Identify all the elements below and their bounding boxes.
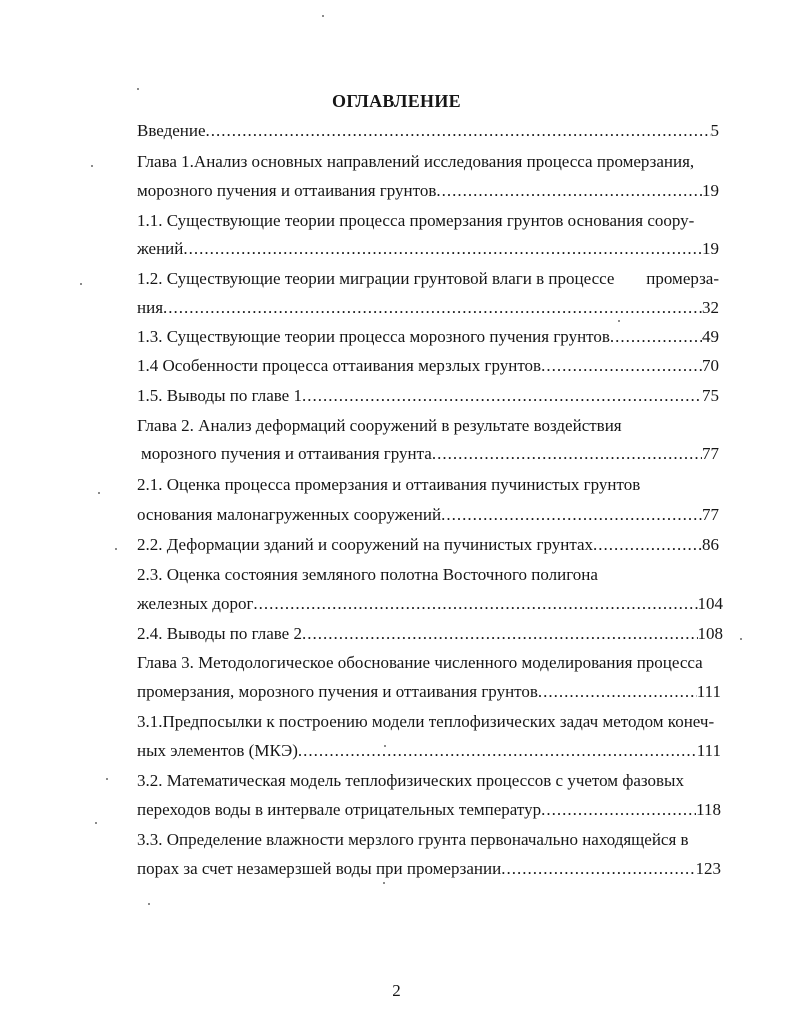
- scan-speck: [384, 745, 386, 747]
- toc-entry: [137, 711, 741, 733]
- toc-entry-text: морозного пучения и оттаивания грунта: [141, 444, 432, 463]
- toc-entry-text: 1.4 Особенности процесса оттаивания мерзлых грунтов: [137, 356, 542, 375]
- scan-speck: [383, 882, 385, 884]
- toc-entry: [137, 593, 723, 615]
- toc-entry-page: 19: [702, 239, 719, 258]
- leader-dots: [206, 120, 711, 142]
- scan-speck: [80, 283, 82, 285]
- toc-entry: [137, 740, 721, 762]
- scan-speck: [322, 15, 324, 17]
- toc-entry-text: 3.1.Предпосылки к построению модели теплофизических задач методом конеч-: [137, 712, 715, 731]
- leader-dots: [183, 238, 702, 260]
- scan-speck: [618, 320, 620, 322]
- scan-speck: [95, 822, 97, 824]
- toc-entry-page: 108: [697, 624, 723, 643]
- toc-entry-text: 2.3. Оценка состояния земляного полотна Восточного полигона: [137, 565, 598, 584]
- toc-entry: [137, 326, 719, 348]
- toc-entry: [137, 829, 727, 851]
- toc-entry-text: 1.5. Выводы по главе 1: [137, 386, 302, 405]
- toc-entry-text: промерзания, морозного пучения и оттаивания грунтов: [137, 682, 538, 701]
- toc-entry-text: жений: [137, 239, 184, 258]
- toc-entry: [137, 210, 719, 232]
- toc-entry: [141, 443, 719, 465]
- toc-entry-text: Глава 1.Анализ основных направлений исследования процесса промерзания,: [137, 152, 695, 171]
- toc-entry-text: железных дорог: [137, 594, 254, 613]
- toc-entry-page: 111: [696, 682, 721, 701]
- toc-entry-page: 77: [702, 505, 719, 524]
- leader-dots: [501, 858, 695, 880]
- toc-entry-text: ных элементов (МКЭ): [137, 741, 298, 760]
- leader-dots: [432, 443, 702, 465]
- leader-dots: [163, 297, 702, 319]
- toc-entry: [137, 474, 719, 496]
- scan-speck: [106, 778, 108, 780]
- toc-entry-text: 2.4. Выводы по главе 2: [137, 624, 302, 643]
- toc-entry-text: 3.2. Математическая модель теплофизических процессов с учетом фазовых: [137, 771, 684, 790]
- toc-entry-page: 19: [702, 181, 719, 200]
- toc-entry: [137, 681, 721, 703]
- toc-entry: [137, 355, 719, 377]
- leader-dots: [302, 623, 698, 645]
- toc-entry-page: 75: [702, 386, 719, 405]
- toc-entry: [137, 623, 723, 645]
- toc-entry-text: Глава 3. Методологическое обоснование численного моделирования процесса: [137, 653, 703, 672]
- leader-dots: [538, 681, 697, 703]
- scan-speck: [137, 88, 139, 90]
- toc-entry-text: Глава 2. Анализ деформаций сооружений в результате воздействия: [137, 416, 622, 435]
- toc-entry-text: 1.1. Существующие теории процесса промерзания грунтов основания соору-: [137, 211, 695, 230]
- toc-entry: [137, 180, 719, 202]
- toc-entry-text: Введение: [137, 121, 206, 140]
- toc-entry-text: 2.2. Деформации зданий и сооружений на пучинистых грунтах: [137, 535, 594, 554]
- leader-dots: [593, 534, 702, 556]
- scan-speck: [91, 165, 93, 167]
- toc-entry-page: 5: [710, 121, 719, 140]
- toc-entry-page: 70: [702, 356, 719, 375]
- toc-entry: [137, 770, 727, 792]
- leader-dots: [302, 385, 702, 407]
- leader-dots: [441, 504, 702, 526]
- toc-entry: [137, 297, 719, 319]
- toc-entry-text: морозного пучения и оттаивания грунтов: [137, 181, 437, 200]
- toc-entry-page: 104: [697, 594, 723, 613]
- toc-entry: [137, 120, 719, 142]
- leader-dots: [298, 740, 697, 762]
- toc-entry-page: 32: [702, 298, 719, 317]
- toc-entry-text: 1.2. Существующие теории миграции грунтовой влаги в процессе: [137, 269, 615, 288]
- toc-entry-text: 3.3. Определение влажности мерзлого грунта первоначально находящейся в: [137, 830, 689, 849]
- toc-entry-page: 123: [695, 859, 721, 878]
- toc-entry-text: 2.1. Оценка процесса промерзания и оттаивания пучинистых грунтов: [137, 475, 641, 494]
- leader-dots: [541, 799, 696, 821]
- toc-entry: [137, 799, 721, 821]
- leader-dots: [610, 326, 702, 348]
- toc-entry-text: ния: [137, 298, 164, 317]
- toc-entry-page: 118: [696, 800, 721, 819]
- toc-entry-page: 111: [696, 741, 721, 760]
- scan-speck: [148, 903, 150, 905]
- toc-entry-page: 77: [702, 444, 719, 463]
- toc-entry: [137, 652, 737, 674]
- toc-entry: [137, 858, 721, 880]
- toc-entry-text: порах за счет незамерзшей воды при промерзании: [137, 859, 502, 878]
- toc-entry: [137, 385, 719, 407]
- toc-entry: [137, 534, 719, 556]
- toc-entry: [137, 238, 719, 260]
- scan-speck: [98, 492, 100, 494]
- toc-entry-text: переходов воды в интервале отрицательных температур: [137, 800, 542, 819]
- page-number: 2: [392, 981, 401, 1000]
- scan-speck: [115, 548, 117, 550]
- toc-entry-page: 49: [702, 327, 719, 346]
- toc-entry-page: 86: [702, 535, 719, 554]
- toc-entry: [137, 151, 719, 173]
- toc-entry-text: 1.3. Существующие теории процесса морозного пучения грунтов: [137, 327, 610, 346]
- toc-entry-text-continuation: промерза-: [646, 269, 719, 288]
- leader-dots: [253, 593, 697, 615]
- toc-entry: [137, 564, 719, 586]
- toc-entry-text: основания малонагруженных сооружений: [137, 505, 442, 524]
- toc-title: ОГЛАВЛЕНИЕ: [332, 91, 461, 111]
- leader-dots: [436, 180, 702, 202]
- leader-dots: [541, 355, 702, 377]
- scan-speck: [740, 638, 742, 640]
- toc-entry: [137, 504, 719, 526]
- toc-entry: [137, 415, 719, 437]
- toc-entry: [137, 268, 719, 290]
